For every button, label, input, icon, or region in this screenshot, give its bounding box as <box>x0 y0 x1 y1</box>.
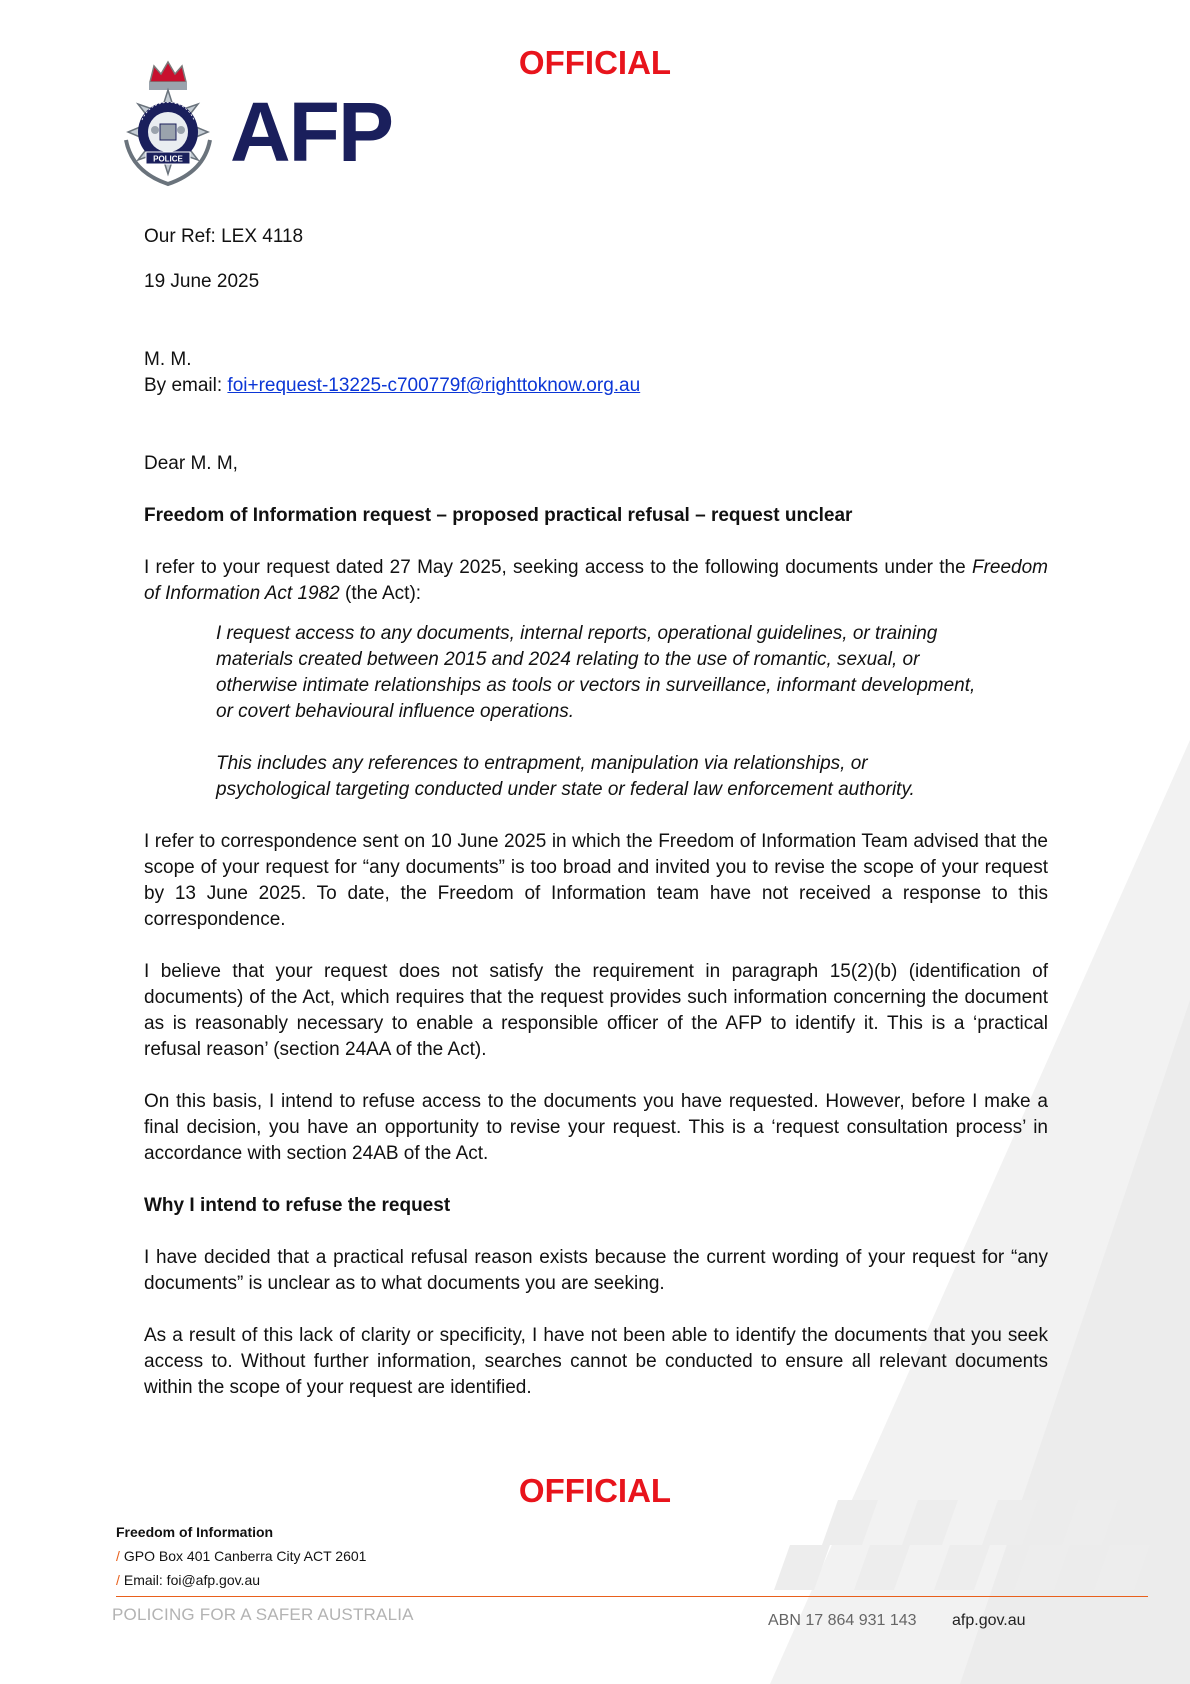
slash-marker: / <box>116 1548 120 1564</box>
recipient-name: M. M. <box>144 349 192 370</box>
section-heading: Why I intend to refuse the request <box>144 1195 451 1216</box>
classification-marking-bottom: OFFICIAL <box>518 1472 672 1509</box>
footer-email-line <box>116 1568 366 1592</box>
paragraph-correspondence: I refer to correspondence sent on 10 June 2025 in which the Freedom of Information Team advised that the scope of your request for “any documents” is too broad and invited you to revise the scope of your request by 13 June 2025. To date, the Freedom of Information team have not received a response to this correspondence. <box>144 831 1048 930</box>
crest-banner-text: POLICE <box>153 154 183 164</box>
paragraph-requirement: I believe that your request does not satisfy the requirement in paragraph 15(2)(b) (identification of documents) of the Act, which requires that the request provides such information concerning the document as is reasonably necessary to enable a responsible officer of the AFP to identify it. This is a ‘practical refusal reason’ (section 24AA of the Act). <box>144 961 1048 1060</box>
intro-text-after: (the Act): <box>339 583 422 604</box>
police-crest-icon <box>112 60 224 196</box>
footer-website[interactable]: afp.gov.au <box>952 1612 1026 1629</box>
email-label: By email: <box>144 375 228 396</box>
footer-contact <box>116 1520 366 1592</box>
intro-paragraph <box>144 555 1048 607</box>
paragraph-intention: On this basis, I intend to refuse access to the documents you have requested. However, before I make a final decision, you have an opportunity to revise your request. This is a ‘request consultation process’ in accordance with section 24AB of the Act. <box>144 1091 1048 1164</box>
letter-subject: Freedom of Information request – proposed practical refusal – request unclear <box>144 505 853 526</box>
slash-marker: / <box>116 1572 120 1588</box>
afp-logo <box>112 60 392 200</box>
act-title: Freedom of Information Act 1982 <box>144 557 1048 604</box>
footer-tagline: POLICING FOR A SAFER AUSTRALIA <box>112 1605 414 1624</box>
recipient-email-link[interactable]: foi+request-13225-c700779f@righttoknow.org.au <box>227 375 641 396</box>
request-quote <box>216 621 978 803</box>
footer-abn: ABN 17 864 931 143 <box>768 1612 917 1629</box>
quote-paragraph-1: I request access to any documents, internal reports, operational guidelines, or training materials created between 2015 and 2024 relating to the use of romantic, sexual, or otherwise intimate relationships as tools or vectors in surveillance, informant development, or covert behavioural influence operations. <box>216 623 976 722</box>
paragraph-clarity: As a result of this lack of clarity or specificity, I have not been able to identify the documents that you seek access to. Without further information, searches cannot be conducted to ensure all relevant documents within the scope of your request are identified. <box>144 1325 1048 1398</box>
intro-text-before: I refer to your request dated 27 May 2025, seeking access to the following documents under the <box>144 557 972 578</box>
footer-email: Email: foi@afp.gov.au <box>123 1572 261 1588</box>
afp-wordmark: AFP <box>230 85 392 179</box>
footer-org-name: Freedom of Information <box>116 1524 274 1540</box>
footer-address-line <box>116 1544 366 1568</box>
letter-body <box>144 224 1048 1427</box>
quote-paragraph-2: This includes any references to entrapment, manipulation via relationships, or psychological targeting conducted under state or federal law enforcement authority. <box>216 753 915 800</box>
classification-marking-top: OFFICIAL <box>518 44 672 81</box>
salutation: Dear M. M, <box>144 453 238 474</box>
letter-date: 19 June 2025 <box>144 271 260 292</box>
footer-divider <box>116 1596 1148 1597</box>
paragraph-reason: I have decided that a practical refusal reason exists because the current wording of your request for “any documents” is unclear as to what documents you are seeking. <box>144 1247 1048 1294</box>
reference-number: Our Ref: LEX 4118 <box>144 226 304 247</box>
footer-address: GPO Box 401 Canberra City ACT 2601 <box>123 1548 367 1564</box>
recipient-email-line <box>144 373 1048 399</box>
